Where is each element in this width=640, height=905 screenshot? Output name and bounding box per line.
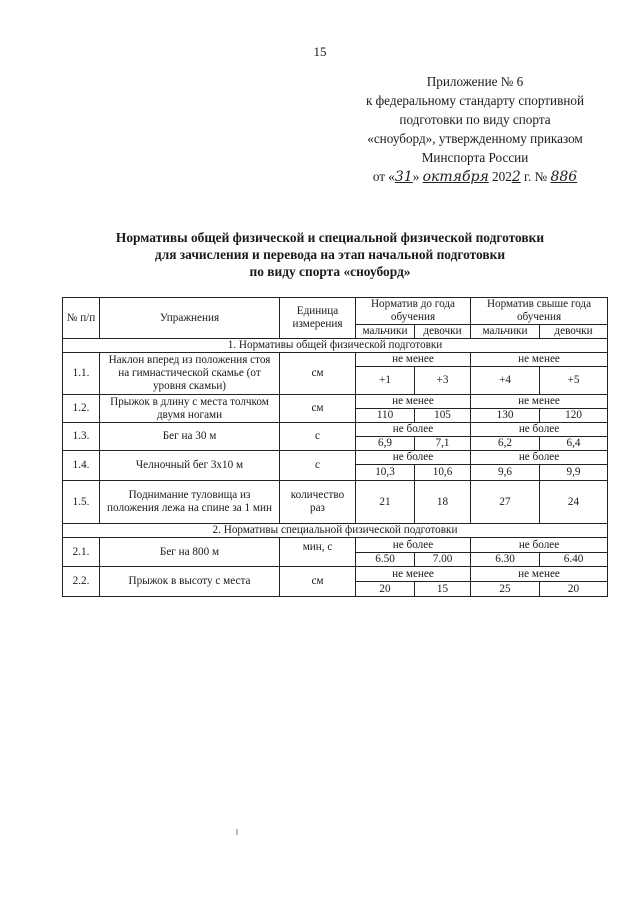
- qualifier: не менее: [356, 353, 471, 367]
- value-cell: 130: [471, 409, 540, 423]
- value-cell: +1: [356, 367, 415, 395]
- order-day: 31: [394, 169, 413, 185]
- qualifier: не более: [356, 451, 471, 465]
- value-cell: 7.00: [415, 553, 471, 567]
- exercise-name: Прыжок в высоту с места: [100, 567, 280, 597]
- annex-line: Минспорта России: [421, 150, 529, 165]
- value-cell: 9,9: [540, 465, 608, 481]
- order-year-prefix: 202: [488, 169, 512, 184]
- section-row: [63, 524, 608, 538]
- annex-block: [340, 72, 610, 187]
- header-num: № п/п: [63, 298, 100, 339]
- value-cell: 6,2: [471, 437, 540, 451]
- qualifier: не менее: [471, 395, 608, 409]
- table-row: [63, 353, 608, 367]
- qualifier: не менее: [356, 567, 471, 582]
- header-girls: девочки: [540, 325, 608, 339]
- qualifier: не менее: [471, 353, 608, 367]
- unit: см: [280, 395, 356, 423]
- value-cell: 20: [540, 582, 608, 597]
- order-line: [340, 167, 610, 187]
- header-boys: мальчики: [356, 325, 415, 339]
- unit: см: [280, 353, 356, 395]
- value-cell: +4: [471, 367, 540, 395]
- order-number: 886: [550, 169, 578, 185]
- exercise-name: Челночный бег 3х10 м: [100, 451, 280, 481]
- value-cell: 110: [356, 409, 415, 423]
- row-number: 1.3.: [63, 423, 100, 451]
- value-cell: 10,3: [356, 465, 415, 481]
- qualifier: не менее: [471, 567, 608, 582]
- page-number: 15: [313, 44, 327, 59]
- qualifier: не более: [471, 451, 608, 465]
- title-line: для зачисления и перевода на этап начальной подготовки: [154, 247, 506, 262]
- document-title: [60, 229, 600, 280]
- value-cell: 6.40: [540, 553, 608, 567]
- section-title: 1. Нормативы общей физической подготовки: [63, 339, 608, 353]
- exercise-name: Бег на 30 м: [100, 423, 280, 451]
- title-line: по виду спорта «сноуборд»: [249, 264, 411, 279]
- value-cell: 27: [471, 481, 540, 524]
- exercise-name: Прыжок в длину с места толчком двумя ногами: [100, 395, 280, 423]
- annex-title: Приложение № 6: [426, 74, 524, 89]
- section-row: [63, 339, 608, 353]
- header-girls: девочки: [415, 325, 471, 339]
- value-cell: 6,9: [356, 437, 415, 451]
- exercise-name: Поднимание туловища из положения лежа на спине за 1 мин: [100, 481, 280, 524]
- qualifier: не более: [356, 423, 471, 437]
- standards-table: [62, 297, 608, 597]
- annex-line: к федеральному стандарту спортивной: [365, 93, 585, 108]
- value-cell: 9,6: [471, 465, 540, 481]
- unit: см: [280, 567, 356, 597]
- table-row: [63, 451, 608, 465]
- value-cell: 21: [356, 481, 415, 524]
- exercise-name: Бег на 800 м: [100, 538, 280, 567]
- qualifier: не более: [471, 423, 608, 437]
- unit: с: [280, 423, 356, 451]
- unit: с: [280, 451, 356, 481]
- unit: количество раз: [280, 481, 356, 524]
- header-norm-over: Норматив свыше года обучения: [471, 298, 608, 325]
- scan-artifact: [236, 829, 238, 835]
- qualifier: не более: [471, 538, 608, 553]
- qualifier: не менее: [356, 395, 471, 409]
- header-exercise: Упражнения: [100, 298, 280, 339]
- value-cell: 6.30: [471, 553, 540, 567]
- value-cell: 20: [356, 582, 415, 597]
- row-number: 1.4.: [63, 451, 100, 481]
- value-cell: +5: [540, 367, 608, 395]
- row-number: 2.1.: [63, 538, 100, 567]
- order-year-suffix: г. №: [520, 169, 551, 184]
- title-line: Нормативы общей физической и специальной физической подготовки: [115, 230, 545, 245]
- value-cell: +3: [415, 367, 471, 395]
- row-number: 1.2.: [63, 395, 100, 423]
- row-number: 2.2.: [63, 567, 100, 597]
- value-cell: 24: [540, 481, 608, 524]
- value-cell: 105: [415, 409, 471, 423]
- row-number: 1.5.: [63, 481, 100, 524]
- table-row: [63, 395, 608, 409]
- annex-line: «сноуборд», утвержденному приказом: [367, 131, 583, 146]
- value-cell: 25: [471, 582, 540, 597]
- header-boys: мальчики: [471, 325, 540, 339]
- value-cell: 6,4: [540, 437, 608, 451]
- header-row: [63, 298, 608, 325]
- row-number: 1.1.: [63, 353, 100, 395]
- qualifier: не более: [356, 538, 471, 553]
- header-norm-upto: Норматив до года обучения: [356, 298, 471, 325]
- table-row: [63, 481, 608, 524]
- value-cell: 7,1: [415, 437, 471, 451]
- exercise-name: Наклон вперед из положения стоя на гимнастической скамье (от уровня скамьи): [100, 353, 280, 395]
- section-title: 2. Нормативы специальной физической подготовки: [63, 524, 608, 538]
- annex-line: подготовки по виду спорта: [399, 112, 551, 127]
- header-unit: Единица измерения: [280, 298, 356, 339]
- value-cell: 6.50: [356, 553, 415, 567]
- value-cell: 15: [415, 582, 471, 597]
- unit: мин, с: [280, 538, 356, 567]
- value-cell: 18: [415, 481, 471, 524]
- order-month: октября: [422, 169, 489, 185]
- order-mid: »: [412, 169, 420, 184]
- order-prefix: от «: [372, 169, 395, 184]
- table-row: [63, 423, 608, 437]
- table-row: [63, 538, 608, 553]
- value-cell: 120: [540, 409, 608, 423]
- table-row: [63, 567, 608, 582]
- order-year-digit: 2: [511, 169, 521, 185]
- value-cell: 10,6: [415, 465, 471, 481]
